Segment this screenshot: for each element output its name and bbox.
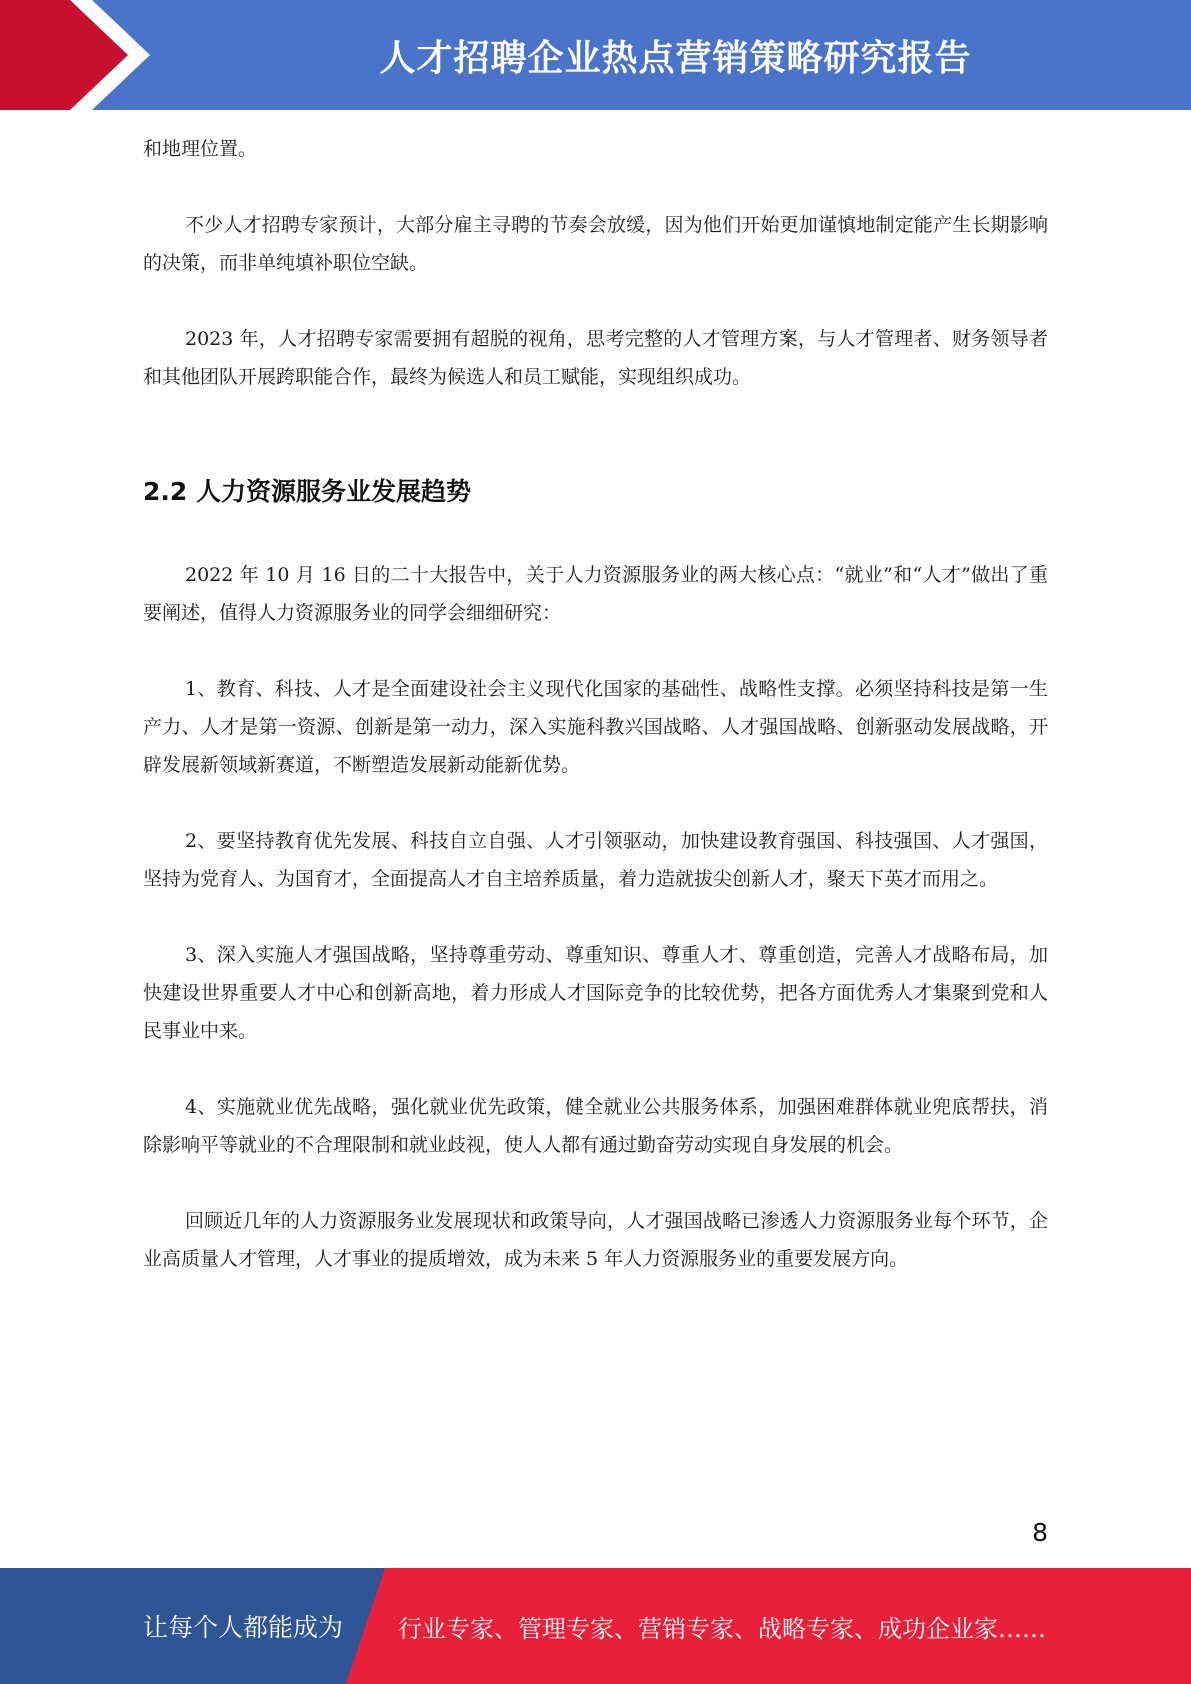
page-number: 8 — [1032, 1518, 1048, 1547]
list-paragraph-3: 3、深入实施人才强国战略，坚持尊重劳动、尊重知识、尊重人才、尊重创造，完善人才战略布局，加快建设世界重要人才中心和创新高地，着力形成人才国际竞争的比较优势，把各方面优秀人才集聚到党和人民事业中来。 — [143, 944, 1048, 1042]
list-paragraph-4: 4、实施就业优先战略，强化就业优先政策，健全就业公共服务体系，加强困难群体就业兜底帮扶，消除影响平等就业的不合理限制和就业歧视，使人人都有通过勤奋劳动实现自身发展的机会。 — [143, 1096, 1048, 1156]
paragraph: 2022 年 10 月 16 日的二十大报告中，关于人力资源服务业的两大核心点：“就业”和“人才”做出了重要阐述，值得人力资源服务业的同学会细细研究： — [143, 564, 1048, 624]
paragraph: 2023 年，人才招聘专家需要拥有超脱的视角，思考完整的人才管理方案，与人才管理者、财务领导者和其他团队开展跨职能合作，最终为候选人和员工赋能，实现组织成功。 — [143, 328, 1048, 388]
footer-slogan-right: 行业专家、管理专家、营销专家、战略专家、成功企业家…… — [398, 1614, 1046, 1643]
paragraph-continuation: 和地理位置。 — [143, 138, 258, 160]
page-content — [143, 130, 1048, 1278]
list-paragraph-1: 1、教育、科技、人才是全面建设社会主义现代化国家的基础性、战略性支撑。必须坚持科技是第一生产力、人才是第一资源、创新是第一动力，深入实施科教兴国战略、人才强国战略、创新驱动发展战略，开辟发展新领域新赛道，不断塑造发展新动能新优势。 — [143, 678, 1048, 776]
list-paragraph-2: 2、要坚持教育优先发展、科技自立自强、人才引领驱动，加快建设教育强国、科技强国、人才强国，坚持为党育人、为国育才，全面提高人才自主培养质量，着力造就拔尖创新人才，聚天下英才而用之。 — [143, 830, 1048, 890]
paragraph: 不少人才招聘专家预计，大部分雇主寻聘的节奏会放缓，因为他们开始更加谨慎地制定能产生长期影响的决策，而非单纯填补职位空缺。 — [143, 214, 1048, 274]
footer-slogan-left: 让每个人都能成为 — [143, 1613, 344, 1642]
section-heading: 2.2 人力资源服务业发展趋势 — [143, 477, 471, 506]
header-title: 人才招聘企业热点营销策略研究报告 — [379, 37, 972, 79]
page-footer — [0, 1568, 1191, 1684]
paragraph-summary: 回顾近几年的人力资源服务业发展现状和政策导向，人才强国战略已渗透人力资源服务业每个环节，企业高质量人才管理，人才事业的提质增效，成为未来 5 年人力资源服务业的重要发展方向。 — [143, 1210, 1048, 1270]
page-header — [0, 0, 1191, 110]
